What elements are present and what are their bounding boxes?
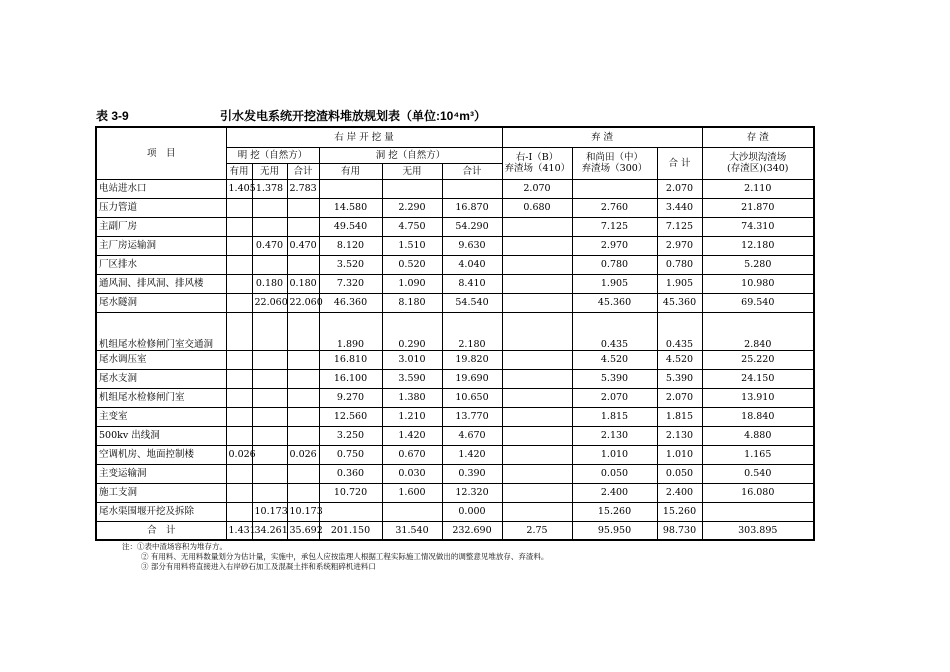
header-open-useful: 有用 [226,163,252,179]
table-cell: 16.080 [702,483,814,502]
table-cell [572,179,657,198]
row-label: 500kv 出线洞 [96,426,226,445]
table-cell [226,217,252,236]
table-row [96,255,814,274]
table-row [96,445,814,464]
table-cell [502,236,572,255]
table-cell [382,502,442,521]
header-tunnel-useless: 无用 [382,163,442,179]
table-cell [226,274,252,293]
table-cell: 45.360 [572,293,657,312]
table-cell: 2.760 [572,198,657,217]
table-cell: 0.360 [319,464,382,483]
table-cell: 54.290 [442,217,502,236]
row-label: 机组尾水检修闸门室 [96,388,226,407]
table-cell: 12.180 [702,236,814,255]
table-cell: 34.261 [252,521,287,540]
table-cell: 45.360 [657,293,702,312]
table-cell [502,464,572,483]
table-cell: 0.750 [319,445,382,464]
table-cell: 95.950 [572,521,657,540]
table-cell [502,255,572,274]
table-cell: 1.905 [657,274,702,293]
table-cell: 1.890 [319,312,382,350]
table-cell: 10.173 [287,502,319,521]
table-cell [287,464,319,483]
table-cell: 22.060 [252,293,287,312]
table-cell [252,388,287,407]
table-cell: 3.590 [382,369,442,388]
table-cell: 2.070 [657,179,702,198]
table-cell [226,198,252,217]
table-cell: 16.100 [319,369,382,388]
table-cell: 15.260 [572,502,657,521]
header-open-total: 合计 [287,163,319,179]
table-cell [226,388,252,407]
table-cell: 0.290 [382,312,442,350]
table-cell: 2.130 [572,426,657,445]
table-cell: 201.150 [319,521,382,540]
table-cell: 8.180 [382,293,442,312]
table-cell [287,369,319,388]
header-open-excavation: 明 挖（自然方） [226,147,319,163]
table-cell [226,426,252,445]
table-row [96,388,814,407]
header-storage: 存 渣 [702,127,814,147]
table-notes [122,542,722,572]
header-item: 项 目 [96,127,226,179]
table-cell [502,388,572,407]
table-cell [226,350,252,369]
header-tunnel-total: 合计 [442,163,502,179]
table-cell [442,179,502,198]
table-cell [252,198,287,217]
table-cell: 21.870 [702,198,814,217]
table-cell: 2.840 [702,312,814,350]
table-cell: 1.420 [442,445,502,464]
table-cell [287,483,319,502]
table-cell: 0.000 [442,502,502,521]
table-cell: 0.540 [702,464,814,483]
table-cell: 2.130 [657,426,702,445]
table-cell: 0.180 [287,274,319,293]
table-cell: 1.905 [572,274,657,293]
table-cell: 0.680 [502,198,572,217]
table-cell [252,217,287,236]
row-label: 厂区排水 [96,255,226,274]
row-label: 尾水渠围堰开挖及拆除 [96,502,226,521]
table-cell: 3.520 [319,255,382,274]
table-cell: 0.390 [442,464,502,483]
table-cell [502,502,572,521]
table-cell [502,293,572,312]
table-cell: 9.270 [319,388,382,407]
table-row [96,217,814,236]
header-discard-site-1: 右-Ⅰ（B） 弃渣场（410） [502,147,572,179]
table-row [96,198,814,217]
table-cell: 2.970 [657,236,702,255]
row-label: 通风洞、排风洞、排风楼 [96,274,226,293]
table-cell: 1.010 [572,445,657,464]
table-cell: 4.520 [572,350,657,369]
note-3: ③ 部分有用料将直接进入右岸砂石加工及混凝土拌和系统粗碎机进料口 [141,562,376,571]
table-cell: 0.470 [287,236,319,255]
table-cell: 3.440 [657,198,702,217]
table-cell: 49.540 [319,217,382,236]
table-cell: 1.420 [382,426,442,445]
table-cell [319,179,382,198]
row-label: 主变运输洞 [96,464,226,483]
row-label: 施工支洞 [96,483,226,502]
table-cell: 10.720 [319,483,382,502]
row-label: 机组尾水检修闸门室交通洞 [96,312,226,350]
table-row [96,350,814,369]
table-cell: 8.410 [442,274,502,293]
table-cell: 1.815 [572,407,657,426]
table-cell: 0.435 [572,312,657,350]
table-row [96,483,814,502]
table-cell: 1.380 [382,388,442,407]
row-label: 合 计 [96,521,226,540]
table-cell: 10.173 [252,502,287,521]
note-2: ② 有用料、无用料数量划分为估计量，实施中，承包人应按监理人根据工程实际施工情况做出的调整意见堆放存、弃渣料。 [141,552,549,561]
table-cell: 0.435 [657,312,702,350]
table-cell: 0.670 [382,445,442,464]
table-cell [502,350,572,369]
table-cell [502,483,572,502]
table-cell: 12.560 [319,407,382,426]
table-row [96,464,814,483]
row-label: 尾水调压室 [96,350,226,369]
table-row [96,502,814,521]
table-cell: 232.690 [442,521,502,540]
row-label: 空调机房、地面控制楼 [96,445,226,464]
row-label: 压力管道 [96,198,226,217]
table-cell [287,255,319,274]
row-label: 尾水支洞 [96,369,226,388]
note-1: 注：①表中渣场容积为堆存方。 [122,542,227,551]
table-cell [226,236,252,255]
table-cell: 2.75 [502,521,572,540]
table-cell: 12.320 [442,483,502,502]
table-cell: 16.810 [319,350,382,369]
table-cell [226,312,252,350]
table-cell: 0.026 [287,445,319,464]
table-cell: 2.290 [382,198,442,217]
header-discard: 弃 渣 [502,127,702,147]
table-cell [502,369,572,388]
table-cell: 0.780 [657,255,702,274]
table-cell: 4.670 [442,426,502,445]
table-cell: 1.010 [657,445,702,464]
table-row [96,236,814,255]
table-cell: 1.431 [226,521,252,540]
table-row [96,312,814,350]
table-cell: 31.540 [382,521,442,540]
table-cell: 74.310 [702,217,814,236]
table-title: 引水发电系统开挖渣料堆放规划表（单位:10⁴m³） [220,109,486,123]
table-number: 表 3-9 [96,109,129,123]
row-label: 尾水隧洞 [96,293,226,312]
table-cell: 0.470 [252,236,287,255]
table-caption [96,107,816,123]
table-cell [319,502,382,521]
table-cell: 303.895 [702,521,814,540]
table-cell [252,483,287,502]
table-cell [382,179,442,198]
table-cell: 1.165 [702,445,814,464]
header-discard-total: 合 计 [657,147,702,179]
table-cell: 7.125 [657,217,702,236]
table-cell [226,293,252,312]
row-label: 主厂房运输洞 [96,236,226,255]
table-cell [252,312,287,350]
table-cell [252,350,287,369]
table-cell [287,426,319,445]
table-cell [252,369,287,388]
table-cell: 0.026 [226,445,252,464]
table-cell: 98.730 [657,521,702,540]
table-cell: 15.260 [657,502,702,521]
table-cell: 0.520 [382,255,442,274]
header-storage-site: 大沙坝沟渣场 (存渣区)(340) [702,147,814,179]
table-cell: 4.880 [702,426,814,445]
table-cell [287,388,319,407]
table-cell [226,255,252,274]
table-cell: 0.050 [572,464,657,483]
table-cell: 0.780 [572,255,657,274]
table-cell: 0.050 [657,464,702,483]
table-cell: 10.650 [442,388,502,407]
table-cell: 1.510 [382,236,442,255]
table-cell [226,407,252,426]
table-cell: 8.120 [319,236,382,255]
table-cell: 7.125 [572,217,657,236]
table-cell: 19.690 [442,369,502,388]
table-cell [252,445,287,464]
table-cell: 2.400 [572,483,657,502]
header-right-bank: 右 岸 开 挖 量 [226,127,502,147]
table-cell: 2.970 [572,236,657,255]
total-row [96,521,814,540]
table-cell [252,407,287,426]
table-row [96,426,814,445]
table-cell: 1.210 [382,407,442,426]
table-cell [226,502,252,521]
table-cell [252,426,287,445]
row-label: 主副厂房 [96,217,226,236]
table-cell: 22.060 [287,293,319,312]
table-cell [502,445,572,464]
table-cell: 2.110 [702,179,814,198]
table-cell: 4.750 [382,217,442,236]
table-cell: 10.980 [702,274,814,293]
table-cell [702,502,814,521]
table-cell [502,407,572,426]
table-cell: 5.280 [702,255,814,274]
table-cell: 5.390 [572,369,657,388]
header-discard-site-2: 和尚田（中） 弃渣场（300） [572,147,657,179]
table-cell: 2.783 [287,179,319,198]
table-cell: 1.405 [226,179,252,198]
table-cell: 3.010 [382,350,442,369]
table-row [96,293,814,312]
table-cell: 4.520 [657,350,702,369]
table-cell: 1.090 [382,274,442,293]
table-cell [502,312,572,350]
table-cell: 13.910 [702,388,814,407]
table-cell: 14.580 [319,198,382,217]
table-cell: 5.390 [657,369,702,388]
table-cell: 0.030 [382,464,442,483]
row-label: 主变室 [96,407,226,426]
table-cell: 2.180 [442,312,502,350]
header-tunnel-excavation: 洞 挖（自然方） [319,147,502,163]
table-cell: 25.220 [702,350,814,369]
table-cell: 1.815 [657,407,702,426]
table-cell: 2.070 [657,388,702,407]
table-cell: 0.180 [252,274,287,293]
table-cell [226,464,252,483]
table-cell [502,217,572,236]
table-cell: 2.070 [572,388,657,407]
table-cell: 2.070 [502,179,572,198]
table-cell: 18.840 [702,407,814,426]
table-cell [502,426,572,445]
table-cell: 35.692 [287,521,319,540]
table-row [96,407,814,426]
table-cell: 7.320 [319,274,382,293]
table-cell: 4.040 [442,255,502,274]
table-cell [226,369,252,388]
table-cell [287,217,319,236]
table-cell [226,483,252,502]
table-cell [287,407,319,426]
table-cell: 24.150 [702,369,814,388]
row-label: 电站进水口 [96,179,226,198]
table-cell: 69.540 [702,293,814,312]
table-cell: 9.630 [442,236,502,255]
excavation-table [95,126,815,541]
table-cell [287,312,319,350]
table-cell: 16.870 [442,198,502,217]
table-cell [252,464,287,483]
table-row [96,274,814,293]
table-cell [287,350,319,369]
table-cell: 1.600 [382,483,442,502]
header-tunnel-useful: 有用 [319,163,382,179]
table-cell [252,255,287,274]
table-row [96,369,814,388]
table-row [96,179,814,198]
table-cell: 13.770 [442,407,502,426]
table-cell [287,198,319,217]
table-cell [502,274,572,293]
table-cell: 46.360 [319,293,382,312]
table-cell: 54.540 [442,293,502,312]
table-cell: 2.400 [657,483,702,502]
header-open-useless: 无用 [252,163,287,179]
table-cell: 1.378 [252,179,287,198]
table-cell: 19.820 [442,350,502,369]
table-cell: 3.250 [319,426,382,445]
